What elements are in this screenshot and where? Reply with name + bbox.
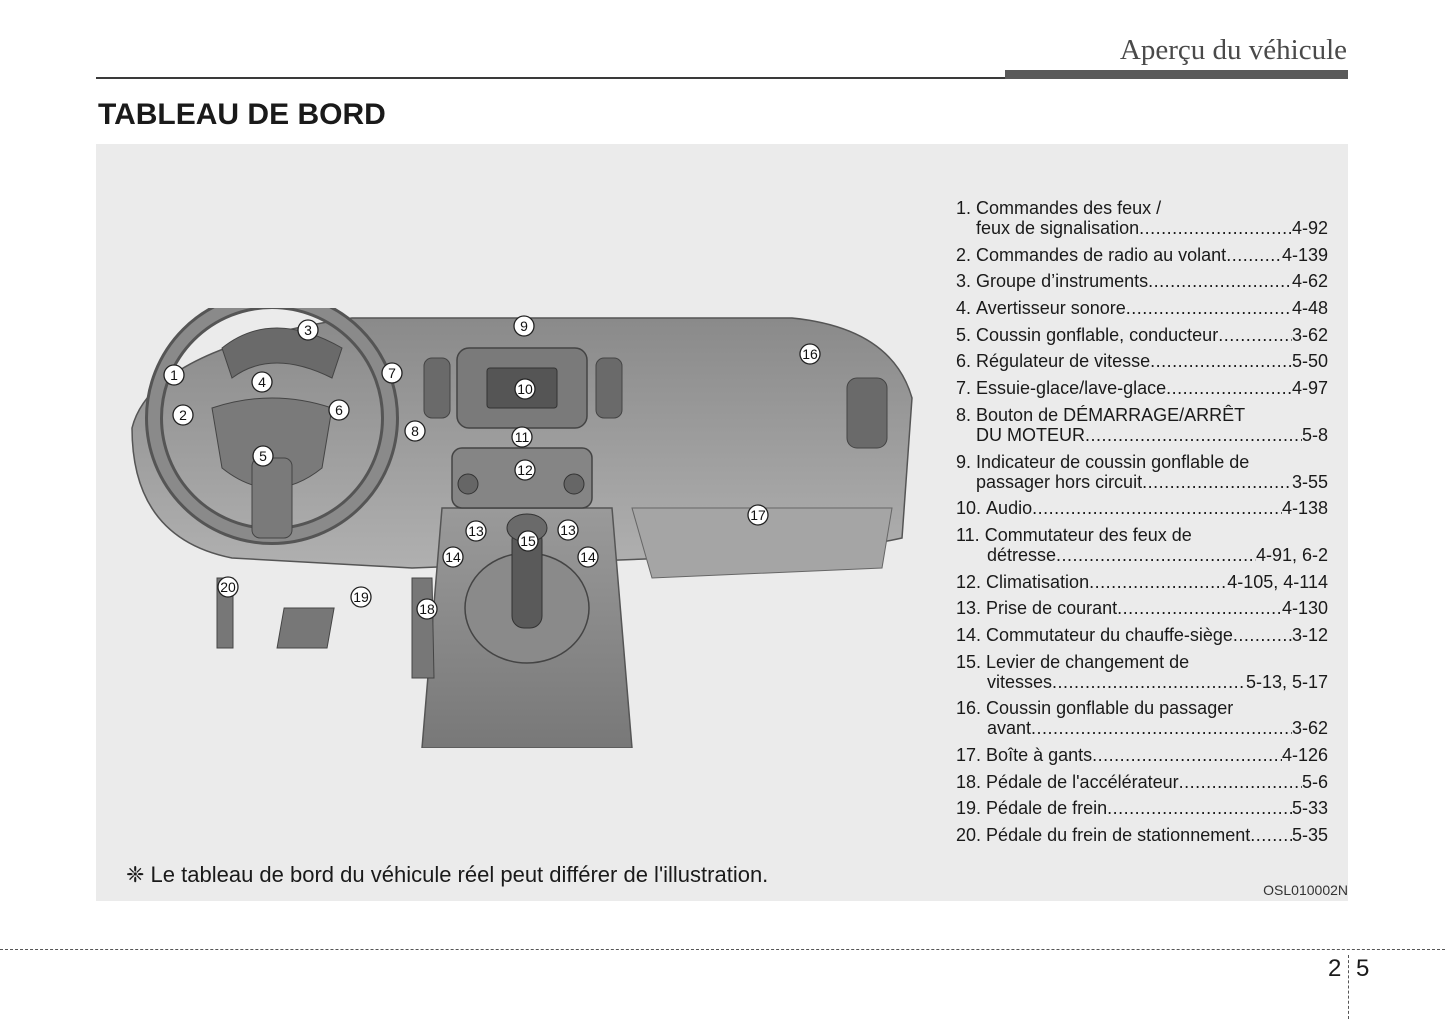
page-number: 5 (1356, 955, 1370, 982)
page-number-separator (1348, 955, 1349, 1019)
legend-item (956, 271, 1328, 291)
legend-page: 5-33 (1291, 798, 1328, 819)
leader-dots (1089, 572, 1227, 592)
legend-label: Commutateur du chauffe-siège (986, 624, 1233, 645)
legend-num: 17. (956, 745, 982, 765)
legend-item (956, 572, 1328, 592)
legend-label: Régulateur de vitesse (976, 351, 1151, 372)
legend-num: 8. (956, 404, 972, 425)
legend-label: Audio (986, 498, 1033, 519)
callout-6 (329, 400, 349, 420)
legend-item (956, 452, 1328, 492)
callout-9 (514, 316, 534, 336)
callout-19 (351, 587, 371, 607)
callout-17-label: 17 (750, 507, 766, 523)
callout-15 (518, 531, 538, 551)
legend-num: 4. (956, 298, 972, 319)
leader-dots (1092, 745, 1282, 765)
legend-num: 11. (956, 524, 980, 545)
callout-14-right (578, 547, 598, 567)
callout-7 (382, 363, 402, 383)
chapter-number: 2 (1328, 955, 1342, 982)
leader-dots (1107, 798, 1292, 818)
callout-20-label: 20 (220, 579, 236, 595)
callout-11 (512, 427, 532, 447)
legend-page: 3-62 (1291, 324, 1328, 345)
legend-label: Pédale de l'accélérateur (986, 771, 1179, 792)
callout-8 (405, 421, 425, 441)
legend-num: 19. (956, 798, 982, 819)
legend-page: 5-50 (1291, 351, 1328, 372)
legend-page: 4-97 (1291, 378, 1328, 399)
legend-num: 6. (956, 351, 972, 372)
leader-dots (1148, 271, 1292, 291)
section-title: TABLEAU DE BORD (98, 98, 386, 131)
callout-5-label: 5 (259, 448, 267, 464)
callout-4-label: 4 (258, 374, 266, 390)
callout-20 (218, 577, 238, 597)
callout-13-left-label: 13 (468, 523, 484, 539)
legend-item (956, 378, 1328, 398)
legend-item (956, 245, 1328, 265)
callout-2-label: 2 (179, 407, 187, 423)
legend-page: 4-48 (1291, 298, 1328, 319)
callout-2 (173, 405, 193, 425)
leader-dots (1142, 472, 1292, 492)
leader-dots (1139, 218, 1292, 238)
callout-12 (515, 460, 535, 480)
callout-3-label: 3 (304, 322, 312, 338)
callout-6-label: 6 (335, 402, 343, 418)
figure-panel (96, 144, 1348, 901)
callout-10 (515, 379, 535, 399)
legend-page: 4-126 (1281, 745, 1328, 765)
legend-label: feux de signalisation (976, 218, 1140, 238)
leader-dots (1250, 825, 1292, 845)
legend-label: Groupe d’instruments (976, 271, 1149, 292)
legend-page: 3-55 (1291, 471, 1328, 492)
legend-item (956, 698, 1328, 738)
leader-dots (1126, 298, 1292, 318)
callout-17 (748, 505, 768, 525)
legend-item (956, 405, 1328, 445)
callout-18 (417, 599, 437, 619)
leader-dots (1085, 425, 1302, 445)
legend-item (956, 525, 1328, 565)
legend-num: 16. (956, 698, 982, 719)
legend-label: Commandes des feux / (976, 198, 1162, 218)
callout-13-right-label: 13 (560, 522, 576, 538)
legend-page: 4-91, 6-2 (1255, 544, 1328, 565)
legend-item (956, 351, 1328, 371)
callout-4 (252, 372, 272, 392)
callout-7-label: 7 (388, 365, 396, 381)
legend-item (956, 798, 1328, 818)
legend-label: détresse (987, 544, 1057, 565)
callout-16 (800, 344, 820, 364)
callout-16-label: 16 (802, 346, 818, 362)
legend-label: Indicateur de coussin gonflable de (976, 451, 1250, 472)
legend-num: 3. (956, 271, 972, 292)
legend-num: 20. (956, 825, 982, 846)
legend-label: Boîte à gants (986, 745, 1093, 765)
callout-1 (164, 365, 184, 385)
legend-num: 12. (956, 571, 982, 592)
callout-13-right (558, 520, 578, 540)
legend-label: Coussin gonflable, conducteur (976, 324, 1219, 345)
legend-page: 5-35 (1291, 825, 1328, 846)
callout-14-left (443, 547, 463, 567)
legend-num: 15. (956, 651, 982, 672)
leader-dots (1233, 625, 1292, 645)
legend-label: vitesses (987, 671, 1053, 692)
legend-item (956, 325, 1328, 345)
legend-page: 4-130 (1281, 598, 1328, 619)
dashboard-illustration (112, 308, 928, 748)
leader-dots (1032, 498, 1282, 518)
legend-page: 4-105, 4-114 (1227, 571, 1328, 592)
callout-9-label: 9 (520, 318, 528, 334)
legend-num: 2. (956, 244, 972, 265)
header-rule-thick (1005, 70, 1348, 79)
callout-15-label: 15 (520, 533, 536, 549)
legend-page: 4-92 (1291, 218, 1328, 238)
legend-label: Pédale de frein (986, 798, 1108, 819)
callout-14-left-label: 14 (445, 549, 461, 565)
legend-label: Coussin gonflable du passager (986, 698, 1234, 719)
leader-dots (1166, 378, 1292, 398)
legend-label: Pédale du frein de stationnement (986, 825, 1251, 846)
callout-8-label: 8 (411, 423, 419, 439)
legend-label: Prise de courant (986, 598, 1118, 619)
legend-label: Climatisation (986, 571, 1090, 592)
legend-item (956, 598, 1328, 618)
legend-num: 1. (956, 198, 972, 218)
legend-num: 14. (956, 624, 982, 645)
legend-label: passager hors circuit (976, 471, 1143, 492)
callout-19-label: 19 (353, 589, 369, 605)
figure-code: OSL010002N (1263, 882, 1348, 898)
legend-list (956, 198, 1328, 852)
legend-page: 3-62 (1291, 718, 1328, 739)
legend-item (956, 652, 1328, 692)
legend-label: Essuie-glace/lave-glace (976, 378, 1167, 399)
legend-label: Commutateur des feux de (984, 524, 1192, 545)
leader-dots (1056, 545, 1256, 565)
legend-label: Commandes de radio au volant (976, 244, 1227, 265)
callout-12-label: 12 (517, 462, 533, 478)
callout-18-label: 18 (419, 601, 435, 617)
leader-dots (1226, 245, 1282, 265)
legend-label: Avertisseur sonore (976, 298, 1126, 319)
legend-num: 13. (956, 598, 982, 619)
legend-page: 4-139 (1281, 244, 1328, 265)
callout-5 (253, 446, 273, 466)
footer-dashed-rule (0, 949, 1445, 950)
illustration-note: ❈ Le tableau de bord du véhicule réel peut différer de l'illustration. (126, 862, 769, 887)
callout-3 (298, 320, 318, 340)
legend-num: 9. (956, 451, 972, 472)
leader-dots (1179, 772, 1302, 792)
legend-num: 10. (956, 498, 982, 519)
legend-item (956, 772, 1328, 792)
leader-dots (1031, 718, 1292, 738)
callout-1-label: 1 (170, 367, 178, 383)
legend-item (956, 745, 1328, 765)
callout-10-label: 10 (517, 381, 533, 397)
legend-item (956, 298, 1328, 318)
legend-item (956, 625, 1328, 645)
legend-page: 5-8 (1301, 424, 1328, 445)
legend-num: 7. (956, 378, 972, 399)
legend-label: DU MOTEUR (976, 424, 1085, 445)
legend-item (956, 825, 1328, 845)
legend-label: Levier de changement de (986, 651, 1190, 672)
legend-page: 5-13, 5-17 (1245, 671, 1328, 692)
leader-dots (1150, 351, 1292, 371)
legend-item (956, 198, 1328, 238)
callout-14-right-label: 14 (580, 549, 596, 565)
legend-label: Bouton de DÉMARRAGE/ARRÊT (976, 404, 1246, 425)
legend-label: avant (987, 718, 1032, 739)
chapter-title: Aperçu du véhicule (1119, 34, 1347, 66)
legend-item (956, 498, 1328, 518)
leader-dots (1052, 672, 1246, 692)
legend-page: 4-138 (1281, 498, 1328, 519)
legend-page: 4-62 (1291, 271, 1328, 292)
callout-13-left (466, 521, 486, 541)
legend-num: 5. (956, 324, 972, 345)
callout-11-label: 11 (514, 429, 530, 445)
legend-page: 5-6 (1301, 771, 1328, 792)
header-rule-thin (96, 77, 1006, 79)
legend-page: 3-12 (1291, 624, 1328, 645)
legend-num: 18. (956, 771, 982, 792)
leader-dots (1218, 325, 1292, 345)
leader-dots (1117, 598, 1282, 618)
